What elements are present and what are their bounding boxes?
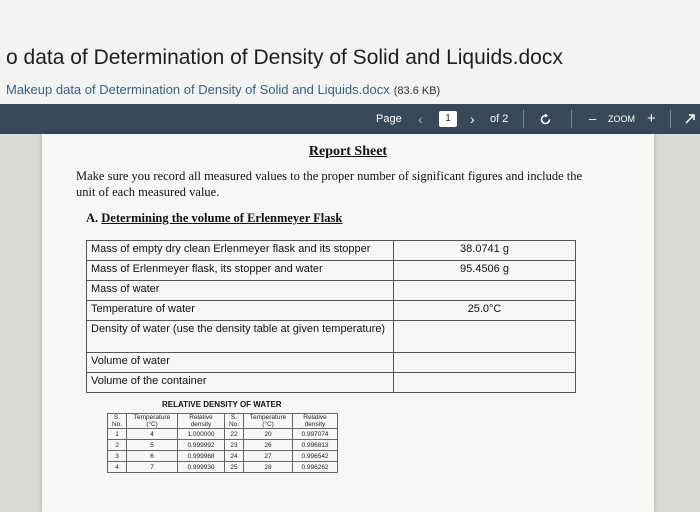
- measurement-label: Mass of Erlenmeyer flask, its stopper and water: [87, 261, 394, 281]
- table-cell: 0.999968: [178, 451, 225, 462]
- measurements-table: [86, 240, 576, 393]
- density-table: [107, 413, 338, 473]
- table-cell: 7: [127, 462, 178, 473]
- measurement-value: 25.0°C: [394, 301, 576, 321]
- toolbar-divider: [670, 110, 671, 128]
- file-name: Makeup data of Determination of Density of Solid and Liquids.docx: [6, 82, 390, 97]
- table-row: [87, 353, 576, 373]
- table-cell: 26: [244, 440, 293, 451]
- measurement-label: Volume of water: [87, 353, 394, 373]
- viewer-toolbar: [0, 104, 700, 134]
- rotate-icon[interactable]: [539, 104, 552, 134]
- section-a-heading: [86, 211, 342, 226]
- column-header: S. No.: [108, 414, 127, 429]
- report-title: Report Sheet: [308, 144, 388, 159]
- table-row: [87, 261, 576, 281]
- table-cell: 2: [108, 440, 127, 451]
- table-cell: 22: [225, 429, 244, 440]
- table-row: [87, 373, 576, 393]
- table-cell: 5: [127, 440, 178, 451]
- document-page: [42, 134, 654, 512]
- measurement-label: Density of water (use the density table at given temperature): [87, 321, 394, 353]
- column-header: Relative density: [293, 414, 338, 429]
- section-a-prefix: A.: [86, 211, 99, 225]
- section-a-title: Determining the volume of Erlenmeyer Flask: [101, 211, 343, 225]
- measurement-value: 95.4506 g: [394, 261, 576, 281]
- column-header: S. No.: [225, 414, 244, 429]
- measurement-value: [394, 281, 576, 301]
- column-header: Relative density: [178, 414, 225, 429]
- table-cell: 1: [108, 429, 127, 440]
- table-cell: 28: [244, 462, 293, 473]
- measurement-value: [394, 373, 576, 393]
- document-title: o data of Determination of Density of Solid and Liquids.docx: [6, 46, 563, 69]
- prev-page-icon[interactable]: ‹: [418, 111, 423, 127]
- zoom-out-button[interactable]: –: [589, 111, 597, 126]
- column-header: Temperature (°C): [127, 414, 178, 429]
- table-cell: 25: [225, 462, 244, 473]
- table-row: [87, 281, 576, 301]
- measurement-label: Volume of the container: [87, 373, 394, 393]
- toolbar-divider: [571, 110, 572, 128]
- table-cell: 24: [225, 451, 244, 462]
- table-row: [87, 241, 576, 261]
- table-cell: 0.999930: [178, 462, 225, 473]
- instructions-text: Make sure you record all measured values to the proper number of significant figures and include the unit of each measured value.: [76, 169, 583, 199]
- zoom-label: ZOOM: [608, 114, 635, 124]
- next-page-icon[interactable]: ›: [470, 111, 475, 127]
- table-cell: 0.997074: [293, 429, 338, 440]
- table-cell: 0.996542: [293, 451, 338, 462]
- measurement-label: Mass of empty dry clean Erlenmeyer flask and its stopper: [87, 241, 394, 261]
- table-row: [108, 429, 338, 440]
- table-cell: 0.996813: [293, 440, 338, 451]
- column-header: Temperature (°C): [244, 414, 293, 429]
- table-cell: 4: [108, 462, 127, 473]
- table-cell: 0.999992: [178, 440, 225, 451]
- table-row: [108, 451, 338, 462]
- measurement-value: 38.0741 g: [394, 241, 576, 261]
- toolbar-divider: [523, 110, 524, 128]
- table-header-row: [108, 414, 338, 429]
- file-header: [0, 0, 700, 104]
- table-cell: 4: [127, 429, 178, 440]
- table-cell: 6: [127, 451, 178, 462]
- expand-icon[interactable]: [684, 104, 696, 134]
- measurement-label: Temperature of water: [87, 301, 394, 321]
- page-number-input[interactable]: 1: [439, 111, 457, 127]
- table-cell: 1.000000: [178, 429, 225, 440]
- table-row: [87, 301, 576, 321]
- table-row: [87, 321, 576, 353]
- table-cell: 3: [108, 451, 127, 462]
- table-cell: 20: [244, 429, 293, 440]
- page-label: Page: [376, 113, 402, 125]
- page-count: of 2: [490, 113, 509, 125]
- table-cell: 0.996262: [293, 462, 338, 473]
- table-cell: 27: [244, 451, 293, 462]
- table-row: [108, 440, 338, 451]
- zoom-in-button[interactable]: +: [647, 110, 656, 127]
- measurement-label: Mass of water: [87, 281, 394, 301]
- file-info: [6, 82, 440, 97]
- file-size: (83.6 KB): [393, 85, 441, 97]
- measurement-value: [394, 353, 576, 373]
- measurement-value: [394, 321, 576, 353]
- density-table-title: RELATIVE DENSITY OF WATER: [162, 400, 282, 409]
- table-cell: 23: [225, 440, 244, 451]
- table-row: [108, 462, 338, 473]
